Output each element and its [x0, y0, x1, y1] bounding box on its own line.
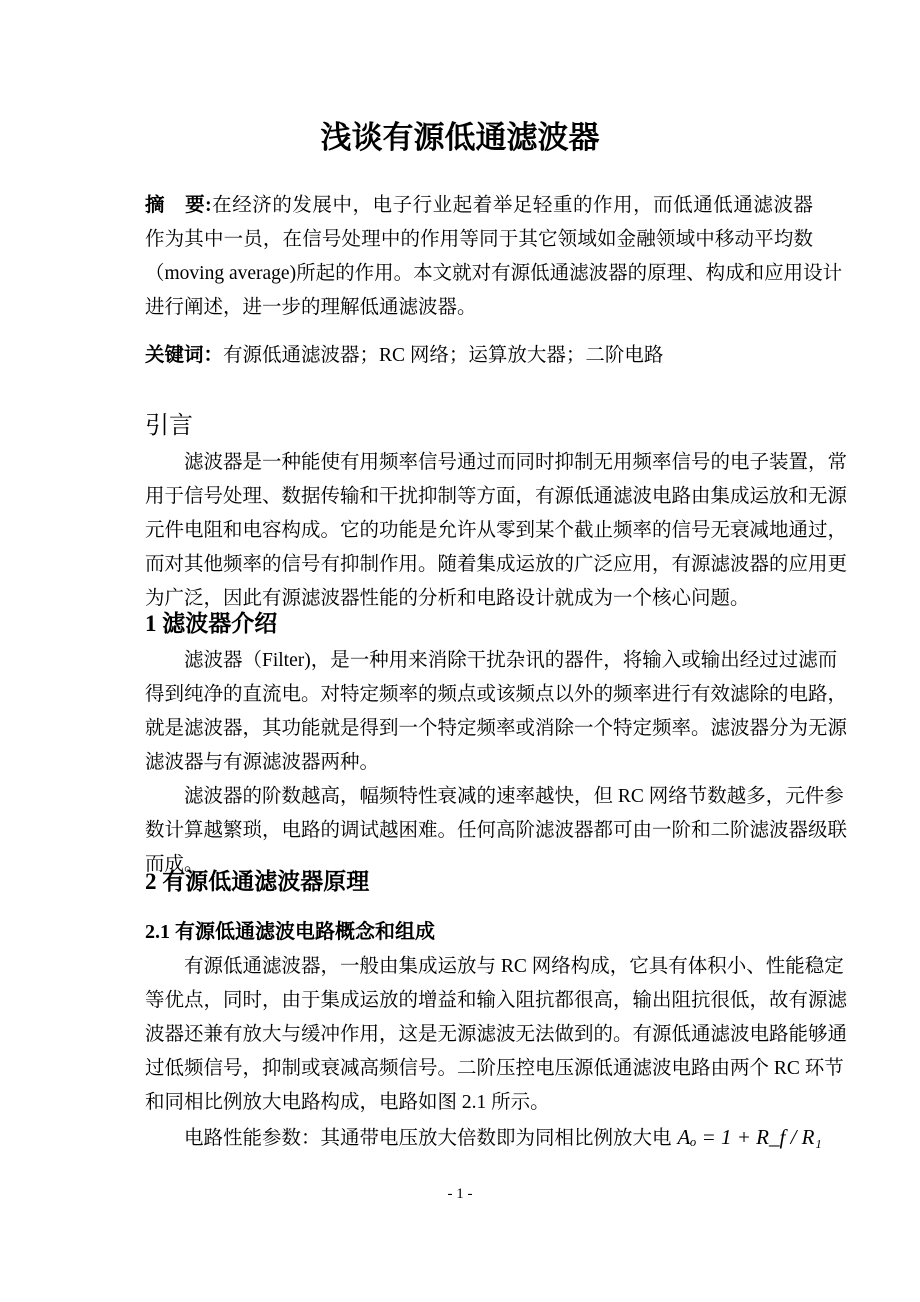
keywords-label: 关键词： [145, 345, 224, 366]
section-2-heading: 2 有源低通滤波器原理 [145, 869, 370, 894]
abstract: 摘 要:在经济的发展中，电子行业起着举足轻重的作用，而低通低通滤波器 作为其中一员，在信号处理中的作用等同于其它领域如金融领域中移动平均数 （moving average)所起的作用。本文就对有源低通滤波器的原理、构成和应用设计 进行阐述，进一步的理解低通滤波器。 [145, 195, 843, 318]
section-1: 1 滤波器介绍 滤波器（Filter)，是一种用来消除干扰杂讯的器件，将输入或输出经过过滤而 得到纯净的直流电。对特定频率的频点或该频点以外的频率进行有效滤除的电路， 就是滤波器，其功能就是得到一个特定频率或消除一个特定频率。滤波器分为无源 滤波器与有源滤波器两种。 滤波器的阶数越高，幅频特性衰减的速率越快，但 RC 网络节数越多，元件参 数计算越繁琐，电路的调试越困难。任何高阶滤波器都可由一阶和二阶滤波器级联 而成。 [145, 604, 813, 882]
document-title: 浅谈有源低通滤波器 [320, 120, 600, 155]
abstract-label: 摘 要: [145, 195, 212, 216]
gain-formula: Aₒ = 1 + R_f / R₁ [677, 1125, 822, 1149]
keywords: 关键词：有源低通滤波器；RC 网络；运算放大器；二阶电路 [145, 345, 664, 366]
section-2: 2 有源低通滤波器原理 2.1 有源低通滤波电路概念和组成 有源低通滤波器，一般由集成运放与 RC 网络构成，它具有体积小、性能稳定 等优点，同时，由于集成运放的增益和输入阻抗都很高，输出阻抗很低，故有源滤 波器还兼有放大与缓冲作用，这是无源滤波无法做到的。有源低通滤波电路能够通 过低频信号，抑制或衰减高频信号。二阶压控电压源低通滤波电路由两个 RC 环节 和同相比例放大电路构成，电路如图 2.1 所示。 电路性能参数：其通带电压放大倍数即为同相比例放大电 Aₒ = 1 + R_f / R₁ [145, 862, 813, 1154]
section-2-1-heading: 2.1 有源低通滤波电路概念和组成 [145, 921, 435, 943]
section-1-heading: 1 滤波器介绍 [145, 611, 278, 636]
page-number: - 1 - [447, 1186, 473, 1202]
intro-section: 引言 滤波器是一种能使有用频率信号通过而同时抑制无用频率信号的电子装置，常 用于信号处理、数据传输和干扰抑制等方面，有源低通滤波电路由集成运放和无源 元件电阻和电容构成。它的功能是允许从零到某个截止频率的信号无衰减地通过， 而对其他频率的信号有抑制作用。随着集成运放的广泛应用，有源滤波器的应用更 为广泛，因此有源滤波器性能的分析和电路设计就成为一个核心问题。 [145, 406, 813, 616]
intro-heading: 引言 [145, 413, 193, 439]
